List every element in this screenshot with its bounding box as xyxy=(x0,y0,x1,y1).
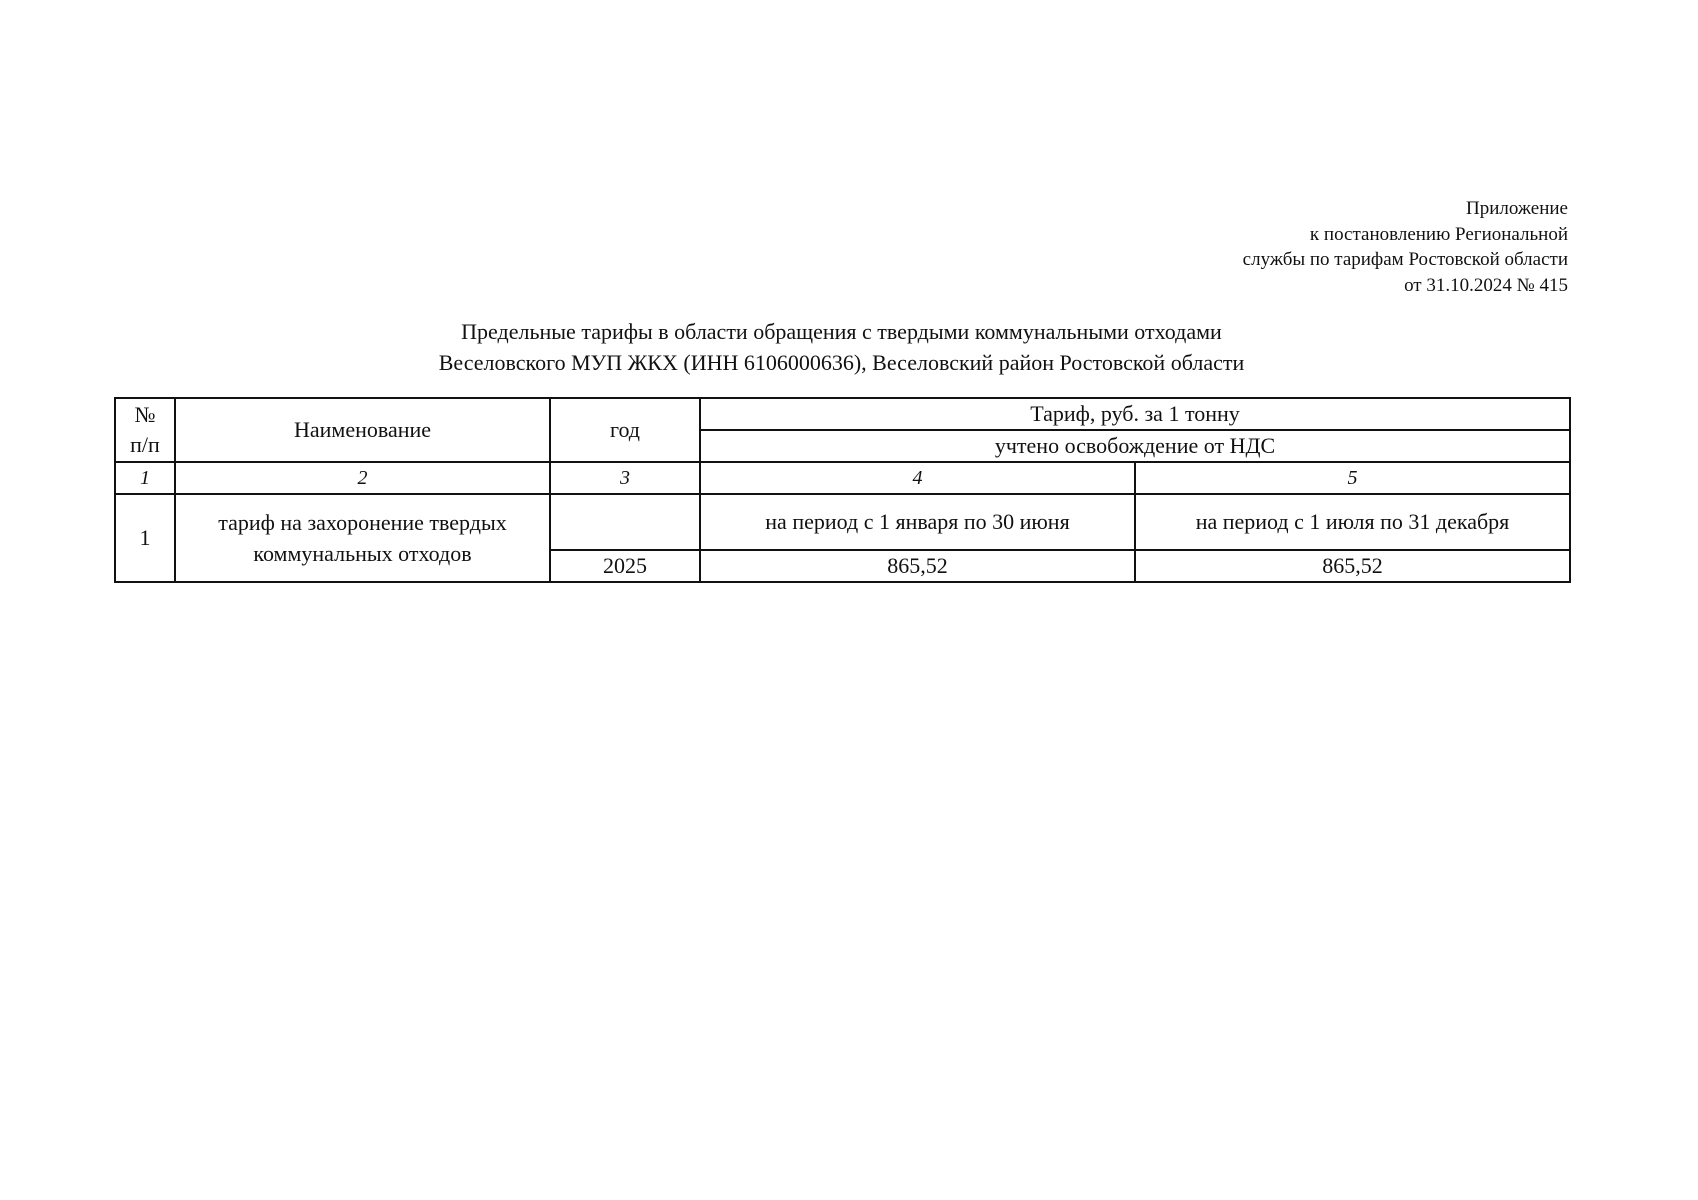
appendix-block xyxy=(1243,196,1568,298)
header-tariff: Тариф, руб. за 1 тонну xyxy=(700,398,1570,430)
header-number-line-2: п/п xyxy=(130,432,160,457)
header-vat-note: учтено освобождение от НДС xyxy=(700,430,1570,462)
appendix-line-3: службы по тарифам Ростовской области xyxy=(1242,249,1568,270)
table-row xyxy=(115,494,1570,550)
header-name: Наименование xyxy=(175,398,550,462)
column-number-4: 4 xyxy=(700,462,1135,494)
header-number xyxy=(115,398,175,462)
row-year-empty xyxy=(550,494,700,550)
row-value-1: 865,52 xyxy=(700,550,1135,582)
table-header-row xyxy=(115,398,1570,430)
column-number-row xyxy=(115,462,1570,494)
row-name: тариф на захоронение твердых коммунальных отходов xyxy=(175,494,550,582)
column-number-3: 3 xyxy=(550,462,700,494)
title-line-1: Предельные тарифы в области обращения с твердыми коммунальными отходами xyxy=(461,319,1222,344)
row-year: 2025 xyxy=(550,550,700,582)
column-number-2: 2 xyxy=(175,462,550,494)
column-number-5: 5 xyxy=(1135,462,1570,494)
row-period-1: на период с 1 января по 30 июня xyxy=(700,494,1135,550)
row-value-2: 865,52 xyxy=(1135,550,1570,582)
header-year: год xyxy=(550,398,700,462)
row-period-2: на период с 1 июля по 31 декабря xyxy=(1135,494,1570,550)
appendix-line-4: от 31.10.2024 № 415 xyxy=(1404,274,1568,296)
appendix-line-1: Приложение xyxy=(1466,198,1568,219)
title-line-2: Веселовского МУП ЖКХ (ИНН 6106000636), Веселовский район Ростовской области xyxy=(438,350,1245,375)
document-title xyxy=(114,316,1569,378)
header-number-line-1: № xyxy=(134,402,156,427)
row-number: 1 xyxy=(115,494,175,582)
tariff-table xyxy=(114,397,1571,583)
appendix-line-2: к постановлению Региональной xyxy=(1309,223,1568,245)
column-number-1: 1 xyxy=(115,462,175,494)
